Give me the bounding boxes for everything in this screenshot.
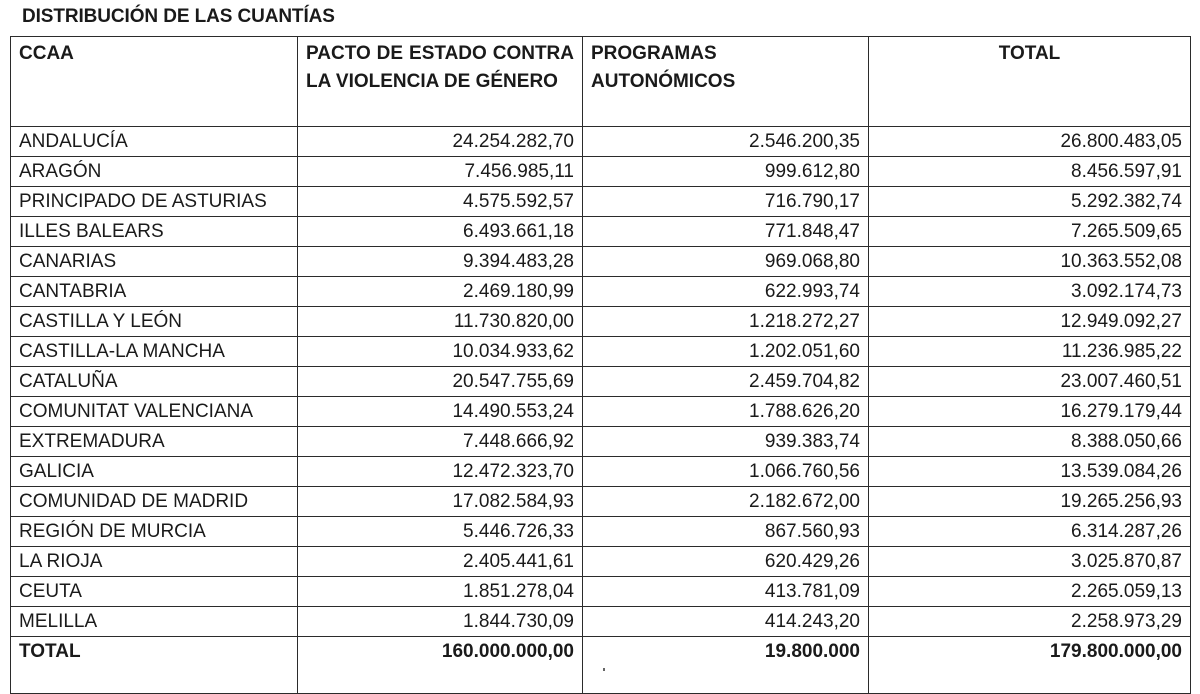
table-row xyxy=(11,517,1191,547)
totals-row xyxy=(11,637,1191,694)
cell-programas: 414.243,20 xyxy=(583,607,869,637)
cell-programas: 771.848,47 xyxy=(583,217,869,247)
stray-mark xyxy=(603,668,605,671)
cell-programas: 2.546.200,35 xyxy=(583,127,869,157)
cell-programas: 2.459.704,82 xyxy=(583,367,869,397)
page-title: DISTRIBUCIÓN DE LAS CUANTÍAS xyxy=(22,6,335,27)
cell-programas: 969.068,80 xyxy=(583,247,869,277)
cell-pacto: 10.034.933,62 xyxy=(298,337,583,367)
cell-total: 3.092.174,73 xyxy=(869,277,1191,307)
cell-ccaa: CASTILLA-LA MANCHA xyxy=(11,337,298,367)
header-pacto: PACTO DE ESTADO CONTRA LA VIOLENCIA DE GÉNERO xyxy=(298,37,583,127)
cell-programas: 716.790,17 xyxy=(583,187,869,217)
table-row xyxy=(11,337,1191,367)
table-row xyxy=(11,217,1191,247)
table-row xyxy=(11,547,1191,577)
cell-total: 11.236.985,22 xyxy=(869,337,1191,367)
cell-pacto: 7.448.666,92 xyxy=(298,427,583,457)
cell-total: 12.949.092,27 xyxy=(869,307,1191,337)
cell-total: 16.279.179,44 xyxy=(869,397,1191,427)
cell-total: 2.258.973,29 xyxy=(869,607,1191,637)
cell-pacto: 7.456.985,11 xyxy=(298,157,583,187)
cell-pacto: 24.254.282,70 xyxy=(298,127,583,157)
cell-total: 13.539.084,26 xyxy=(869,457,1191,487)
header-total: TOTAL xyxy=(869,37,1191,127)
cell-programas: 939.383,74 xyxy=(583,427,869,457)
cell-pacto: 2.469.180,99 xyxy=(298,277,583,307)
table-row xyxy=(11,607,1191,637)
cell-ccaa: GALICIA xyxy=(11,457,298,487)
cell-pacto: 1.844.730,09 xyxy=(298,607,583,637)
cell-pacto: 20.547.755,69 xyxy=(298,367,583,397)
cell-pacto: 17.082.584,93 xyxy=(298,487,583,517)
header-row xyxy=(11,37,1191,127)
cell-pacto: 5.446.726,33 xyxy=(298,517,583,547)
table-row xyxy=(11,157,1191,187)
cell-total: 26.800.483,05 xyxy=(869,127,1191,157)
table-row xyxy=(11,457,1191,487)
cell-programas: 1.788.626,20 xyxy=(583,397,869,427)
cell-ccaa: PRINCIPADO DE ASTURIAS xyxy=(11,187,298,217)
cell-ccaa: CATALUÑA xyxy=(11,367,298,397)
cell-total: 10.363.552,08 xyxy=(869,247,1191,277)
cell-total: 19.265.256,93 xyxy=(869,487,1191,517)
cell-total: 7.265.509,65 xyxy=(869,217,1191,247)
table-body xyxy=(11,127,1191,637)
cell-total: 5.292.382,74 xyxy=(869,187,1191,217)
cell-programas: 1.202.051,60 xyxy=(583,337,869,367)
table-row xyxy=(11,127,1191,157)
cell-programas: 867.560,93 xyxy=(583,517,869,547)
cell-ccaa: CEUTA xyxy=(11,577,298,607)
cell-ccaa: COMUNITAT VALENCIANA xyxy=(11,397,298,427)
cell-total: 8.388.050,66 xyxy=(869,427,1191,457)
cell-pacto: 1.851.278,04 xyxy=(298,577,583,607)
cell-ccaa: CANARIAS xyxy=(11,247,298,277)
cell-programas: 2.182.672,00 xyxy=(583,487,869,517)
cell-programas: 1.066.760,56 xyxy=(583,457,869,487)
cell-programas: 620.429,26 xyxy=(583,547,869,577)
cell-ccaa: LA RIOJA xyxy=(11,547,298,577)
cell-total: 8.456.597,91 xyxy=(869,157,1191,187)
totals-label: TOTAL xyxy=(11,637,298,694)
cell-ccaa: CASTILLA Y LEÓN xyxy=(11,307,298,337)
cell-programas: 1.218.272,27 xyxy=(583,307,869,337)
cell-programas: 999.612,80 xyxy=(583,157,869,187)
table-row xyxy=(11,187,1191,217)
table-row xyxy=(11,367,1191,397)
cell-programas: 413.781,09 xyxy=(583,577,869,607)
table-row xyxy=(11,427,1191,457)
cell-ccaa: MELILLA xyxy=(11,607,298,637)
cell-programas: 622.993,74 xyxy=(583,277,869,307)
cell-ccaa: ARAGÓN xyxy=(11,157,298,187)
cell-ccaa: EXTREMADURA xyxy=(11,427,298,457)
table-row xyxy=(11,487,1191,517)
cell-total: 3.025.870,87 xyxy=(869,547,1191,577)
totals-total: 179.800.000,00 xyxy=(869,637,1191,694)
cell-ccaa: ILLES BALEARS xyxy=(11,217,298,247)
totals-programas: 19.800.000 xyxy=(583,637,869,694)
table-row xyxy=(11,397,1191,427)
cell-pacto: 4.575.592,57 xyxy=(298,187,583,217)
totals-pacto: 160.000.000,00 xyxy=(298,637,583,694)
cell-total: 6.314.287,26 xyxy=(869,517,1191,547)
cell-pacto: 6.493.661,18 xyxy=(298,217,583,247)
table-row xyxy=(11,277,1191,307)
cell-ccaa: COMUNIDAD DE MADRID xyxy=(11,487,298,517)
cell-pacto: 2.405.441,61 xyxy=(298,547,583,577)
cell-total: 23.007.460,51 xyxy=(869,367,1191,397)
table-row xyxy=(11,577,1191,607)
table-row xyxy=(11,247,1191,277)
table-row xyxy=(11,307,1191,337)
cell-pacto: 9.394.483,28 xyxy=(298,247,583,277)
cell-ccaa: ANDALUCÍA xyxy=(11,127,298,157)
header-ccaa: CCAA xyxy=(11,37,298,127)
header-programas: PROGRAMAS AUTONÓMICOS xyxy=(583,37,869,127)
cell-pacto: 11.730.820,00 xyxy=(298,307,583,337)
distribution-table xyxy=(10,36,1191,694)
cell-total: 2.265.059,13 xyxy=(869,577,1191,607)
cell-ccaa: REGIÓN DE MURCIA xyxy=(11,517,298,547)
cell-ccaa: CANTABRIA xyxy=(11,277,298,307)
cell-pacto: 12.472.323,70 xyxy=(298,457,583,487)
cell-pacto: 14.490.553,24 xyxy=(298,397,583,427)
